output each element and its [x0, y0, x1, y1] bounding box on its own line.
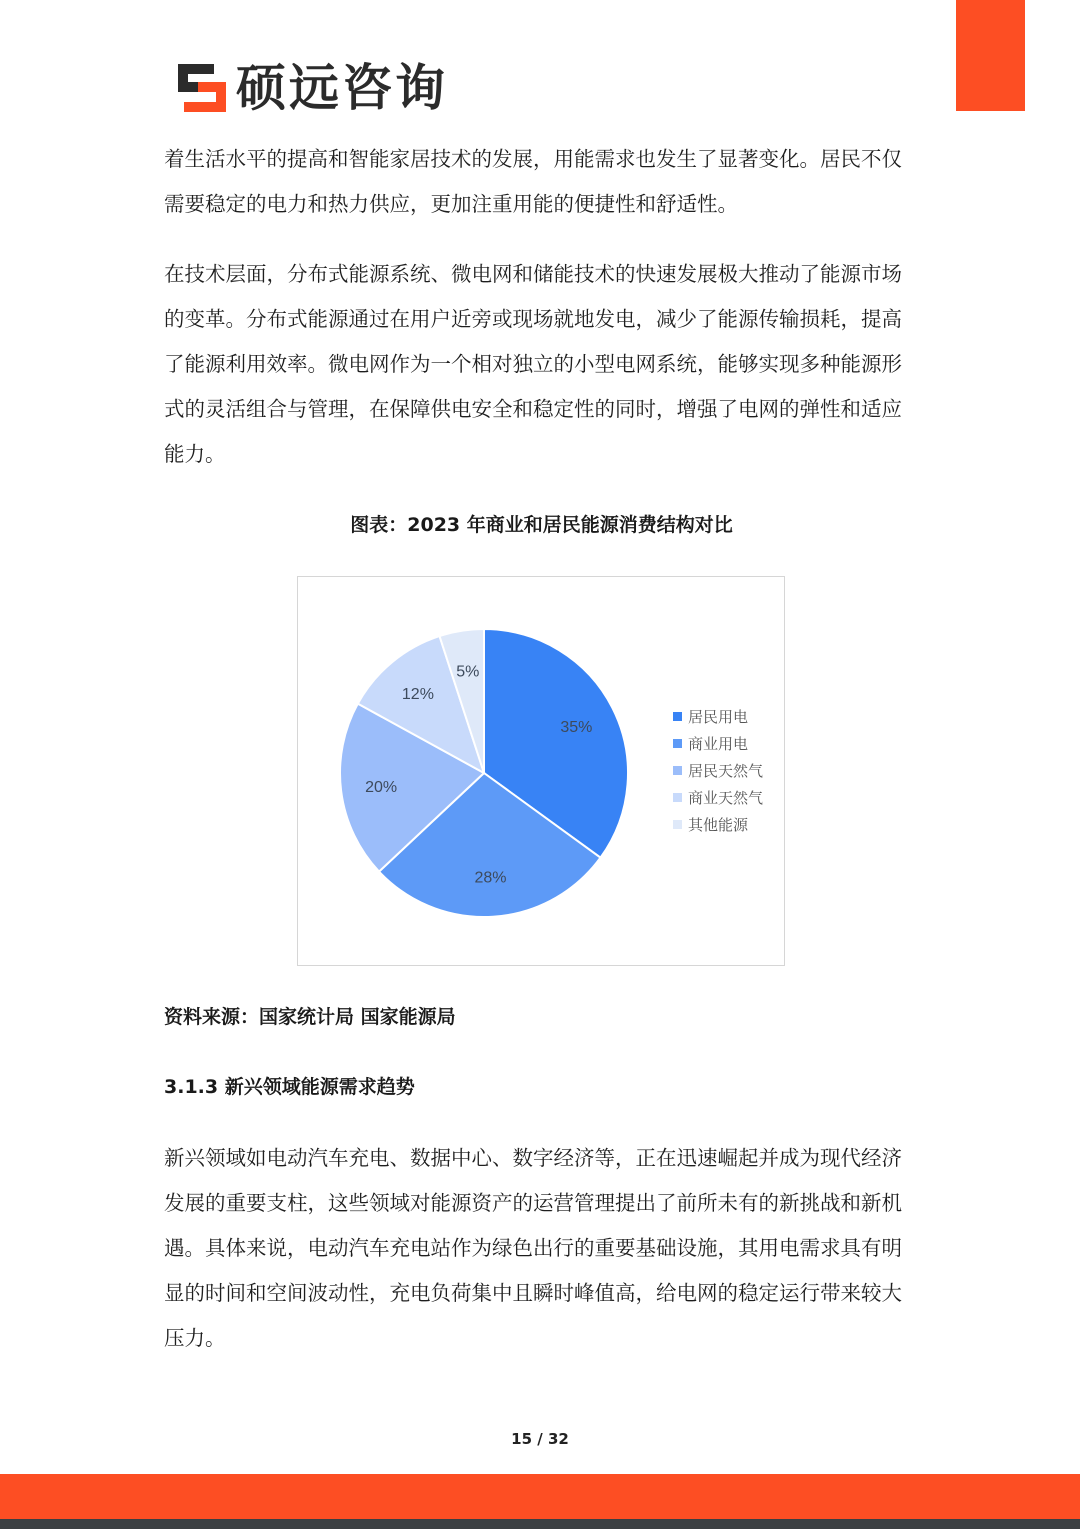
logo: [176, 58, 448, 118]
slice-label: 12%: [401, 686, 434, 704]
paragraph-technology: 在技术层面，分布式能源系统、微电网和储能技术的快速发展极大推动了能源市场的变革。分布式能源通过在用户近旁或现场就地发电，减少了能源传输损耗，提高了能源利用效率。微电网作为一个相对独立的小型电网系统，能够实现多种能源形式的灵活组合与管理，在保障供电安全和稳定性的同时，增强了电网的弹性和适应能力。: [164, 262, 902, 466]
legend-swatch: [673, 793, 682, 802]
legend-label: 居民天然气: [688, 762, 764, 780]
legend-label: 商业天然气: [688, 789, 764, 807]
legend-label: 居民用电: [688, 708, 749, 726]
paragraph-emerging: 新兴领域如电动汽车充电、数据中心、数字经济等，正在迅速崛起并成为现代经济发展的重要支柱，这些领域对能源资产的运营管理提出了前所未有的新挑战和新机遇。具体来说，电动汽车充电站作为绿色出行的重要基础设施，其用电需求具有明显的时间和空间波动性，充电负荷集中且瞬时峰值高，给电网的稳定运行带来较大压力。: [164, 1146, 902, 1350]
logo-text: 硕远咨询: [236, 59, 448, 117]
logo-mark-icon: [176, 62, 228, 114]
slice-label: 28%: [474, 869, 507, 887]
legend-label: 商业用电: [688, 735, 749, 753]
slice-label: 20%: [365, 778, 398, 796]
footer-bar: [0, 1474, 1080, 1519]
legend-label: 其他能源: [688, 816, 749, 834]
legend-swatch: [673, 739, 682, 748]
footer-strip: [0, 1519, 1080, 1529]
legend-swatch: [673, 766, 682, 775]
source-note: 资料来源：国家统计局 国家能源局: [164, 1006, 456, 1028]
legend-swatch: [673, 712, 682, 721]
section-heading: 3.1.3 新兴领域能源需求趋势: [164, 1076, 415, 1098]
slice-label: 5%: [456, 663, 480, 681]
pie-chart: [298, 577, 786, 967]
legend-swatch: [673, 820, 682, 829]
paragraph-intro: 着生活水平的提高和智能家居技术的发展，用能需求也发生了显著变化。居民不仅需要稳定的电力和热力供应，更加注重用能的便捷性和舒适性。: [164, 147, 902, 216]
page-number: 15 / 32: [511, 1430, 569, 1448]
slice-label: 35%: [560, 718, 593, 736]
pie-chart-frame: [297, 576, 785, 966]
corner-accent-block: [956, 0, 1025, 111]
chart-caption: 图表：2023 年商业和居民能源消费结构对比: [350, 514, 733, 536]
